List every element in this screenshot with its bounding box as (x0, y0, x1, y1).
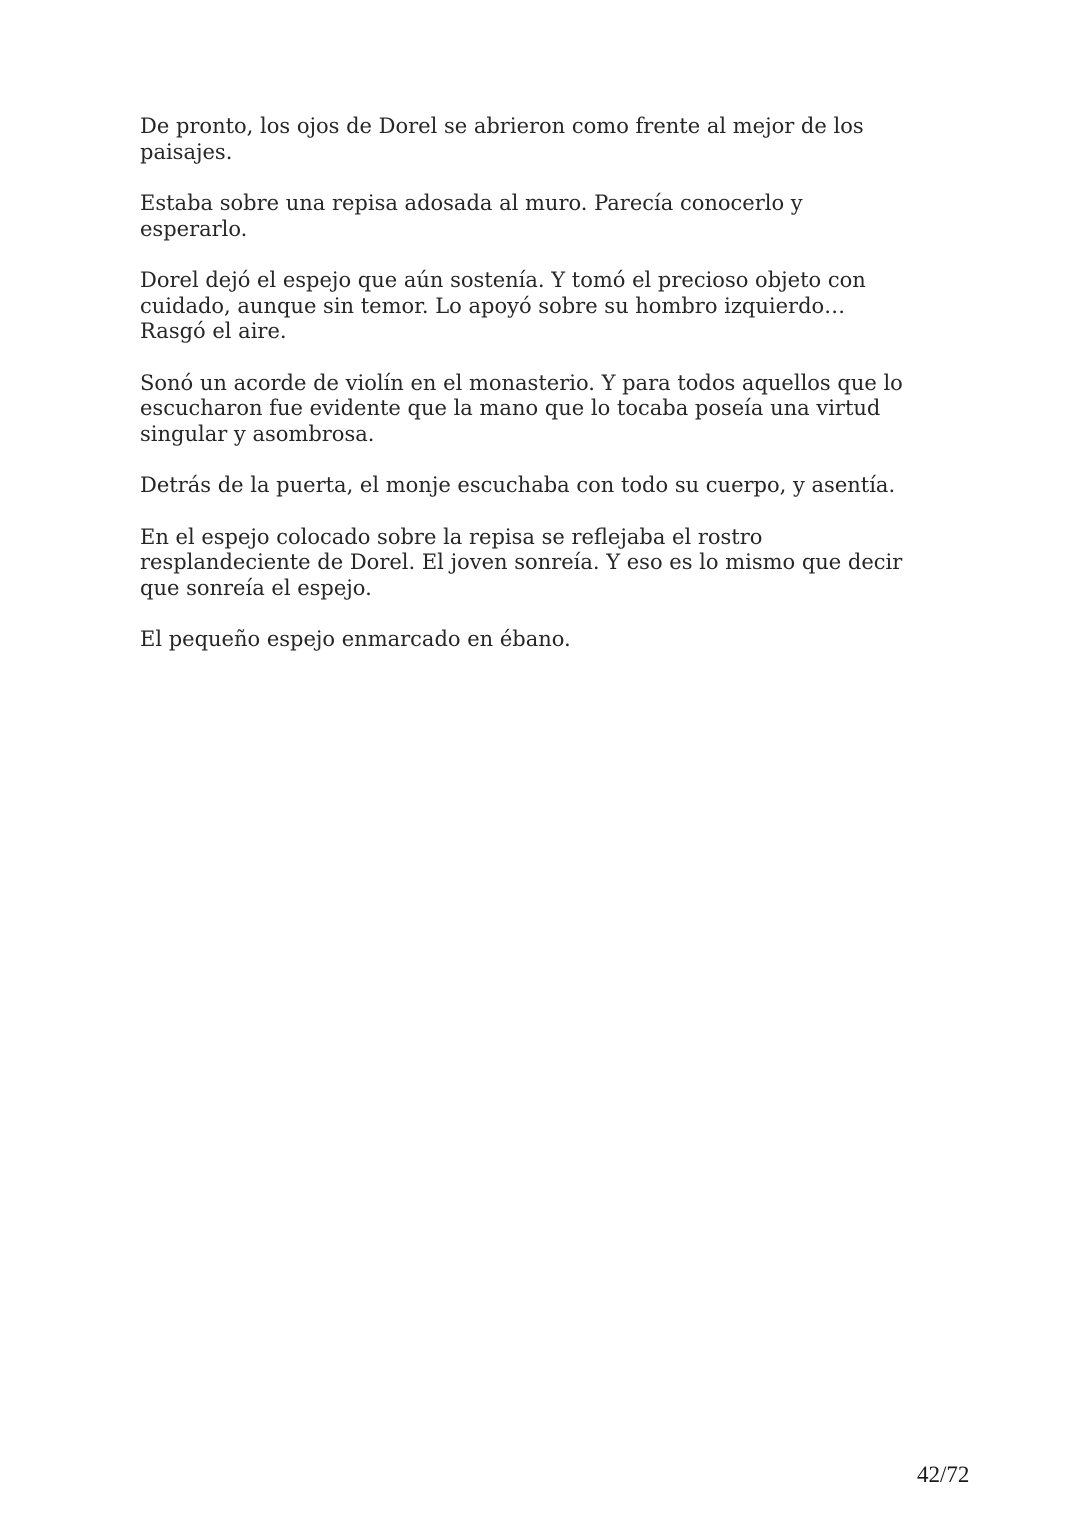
text-line: En el espejo colocado sobre la repisa se reflejaba el rostro (140, 524, 763, 549)
paragraph-5 (140, 473, 940, 499)
text-line: Estaba sobre una repisa adosada al muro. Parecía conocerlo y (140, 191, 803, 215)
text-line: Sonó un acorde de violín en el monasterio. Y para todos aquellos que lo (140, 370, 903, 395)
text-line: paisajes. (140, 139, 233, 164)
text-line: Rasgó el aire. (140, 319, 287, 343)
text-line: que sonreía el espejo. (140, 575, 372, 600)
page-body (140, 114, 940, 679)
text-line: El pequeño espejo enmarcado en ébano. (140, 627, 571, 651)
paragraph-6 (140, 525, 940, 602)
text-line: cuidado, aunque sin temor. Lo apoyó sobre su hombro izquierdo… (140, 293, 846, 318)
text-line: De pronto, los ojos de Dorel se abrieron como frente al mejor de los (140, 114, 864, 138)
paragraph-4 (140, 371, 940, 448)
paragraph-1 (140, 114, 940, 165)
text-line: escucharon fue evidente que la mano que lo tocaba poseía una virtud (140, 396, 881, 420)
text-line: resplandeciente de Dorel. El joven sonreía. Y eso es lo mismo que decir (140, 550, 903, 574)
text-line: Dorel dejó el espejo que aún sostenía. Y tomó el precioso objeto con (140, 268, 866, 292)
text-line: singular y asombrosa. (140, 421, 375, 446)
paragraph-2 (140, 191, 940, 242)
text-line: esperarlo. (140, 216, 248, 241)
paragraph-7 (140, 627, 940, 653)
text-line: Detrás de la puerta, el monje escuchaba con todo su cuerpo, y asentía. (140, 473, 896, 497)
paragraph-3 (140, 268, 940, 345)
page-number: 42/72 (917, 1462, 970, 1487)
